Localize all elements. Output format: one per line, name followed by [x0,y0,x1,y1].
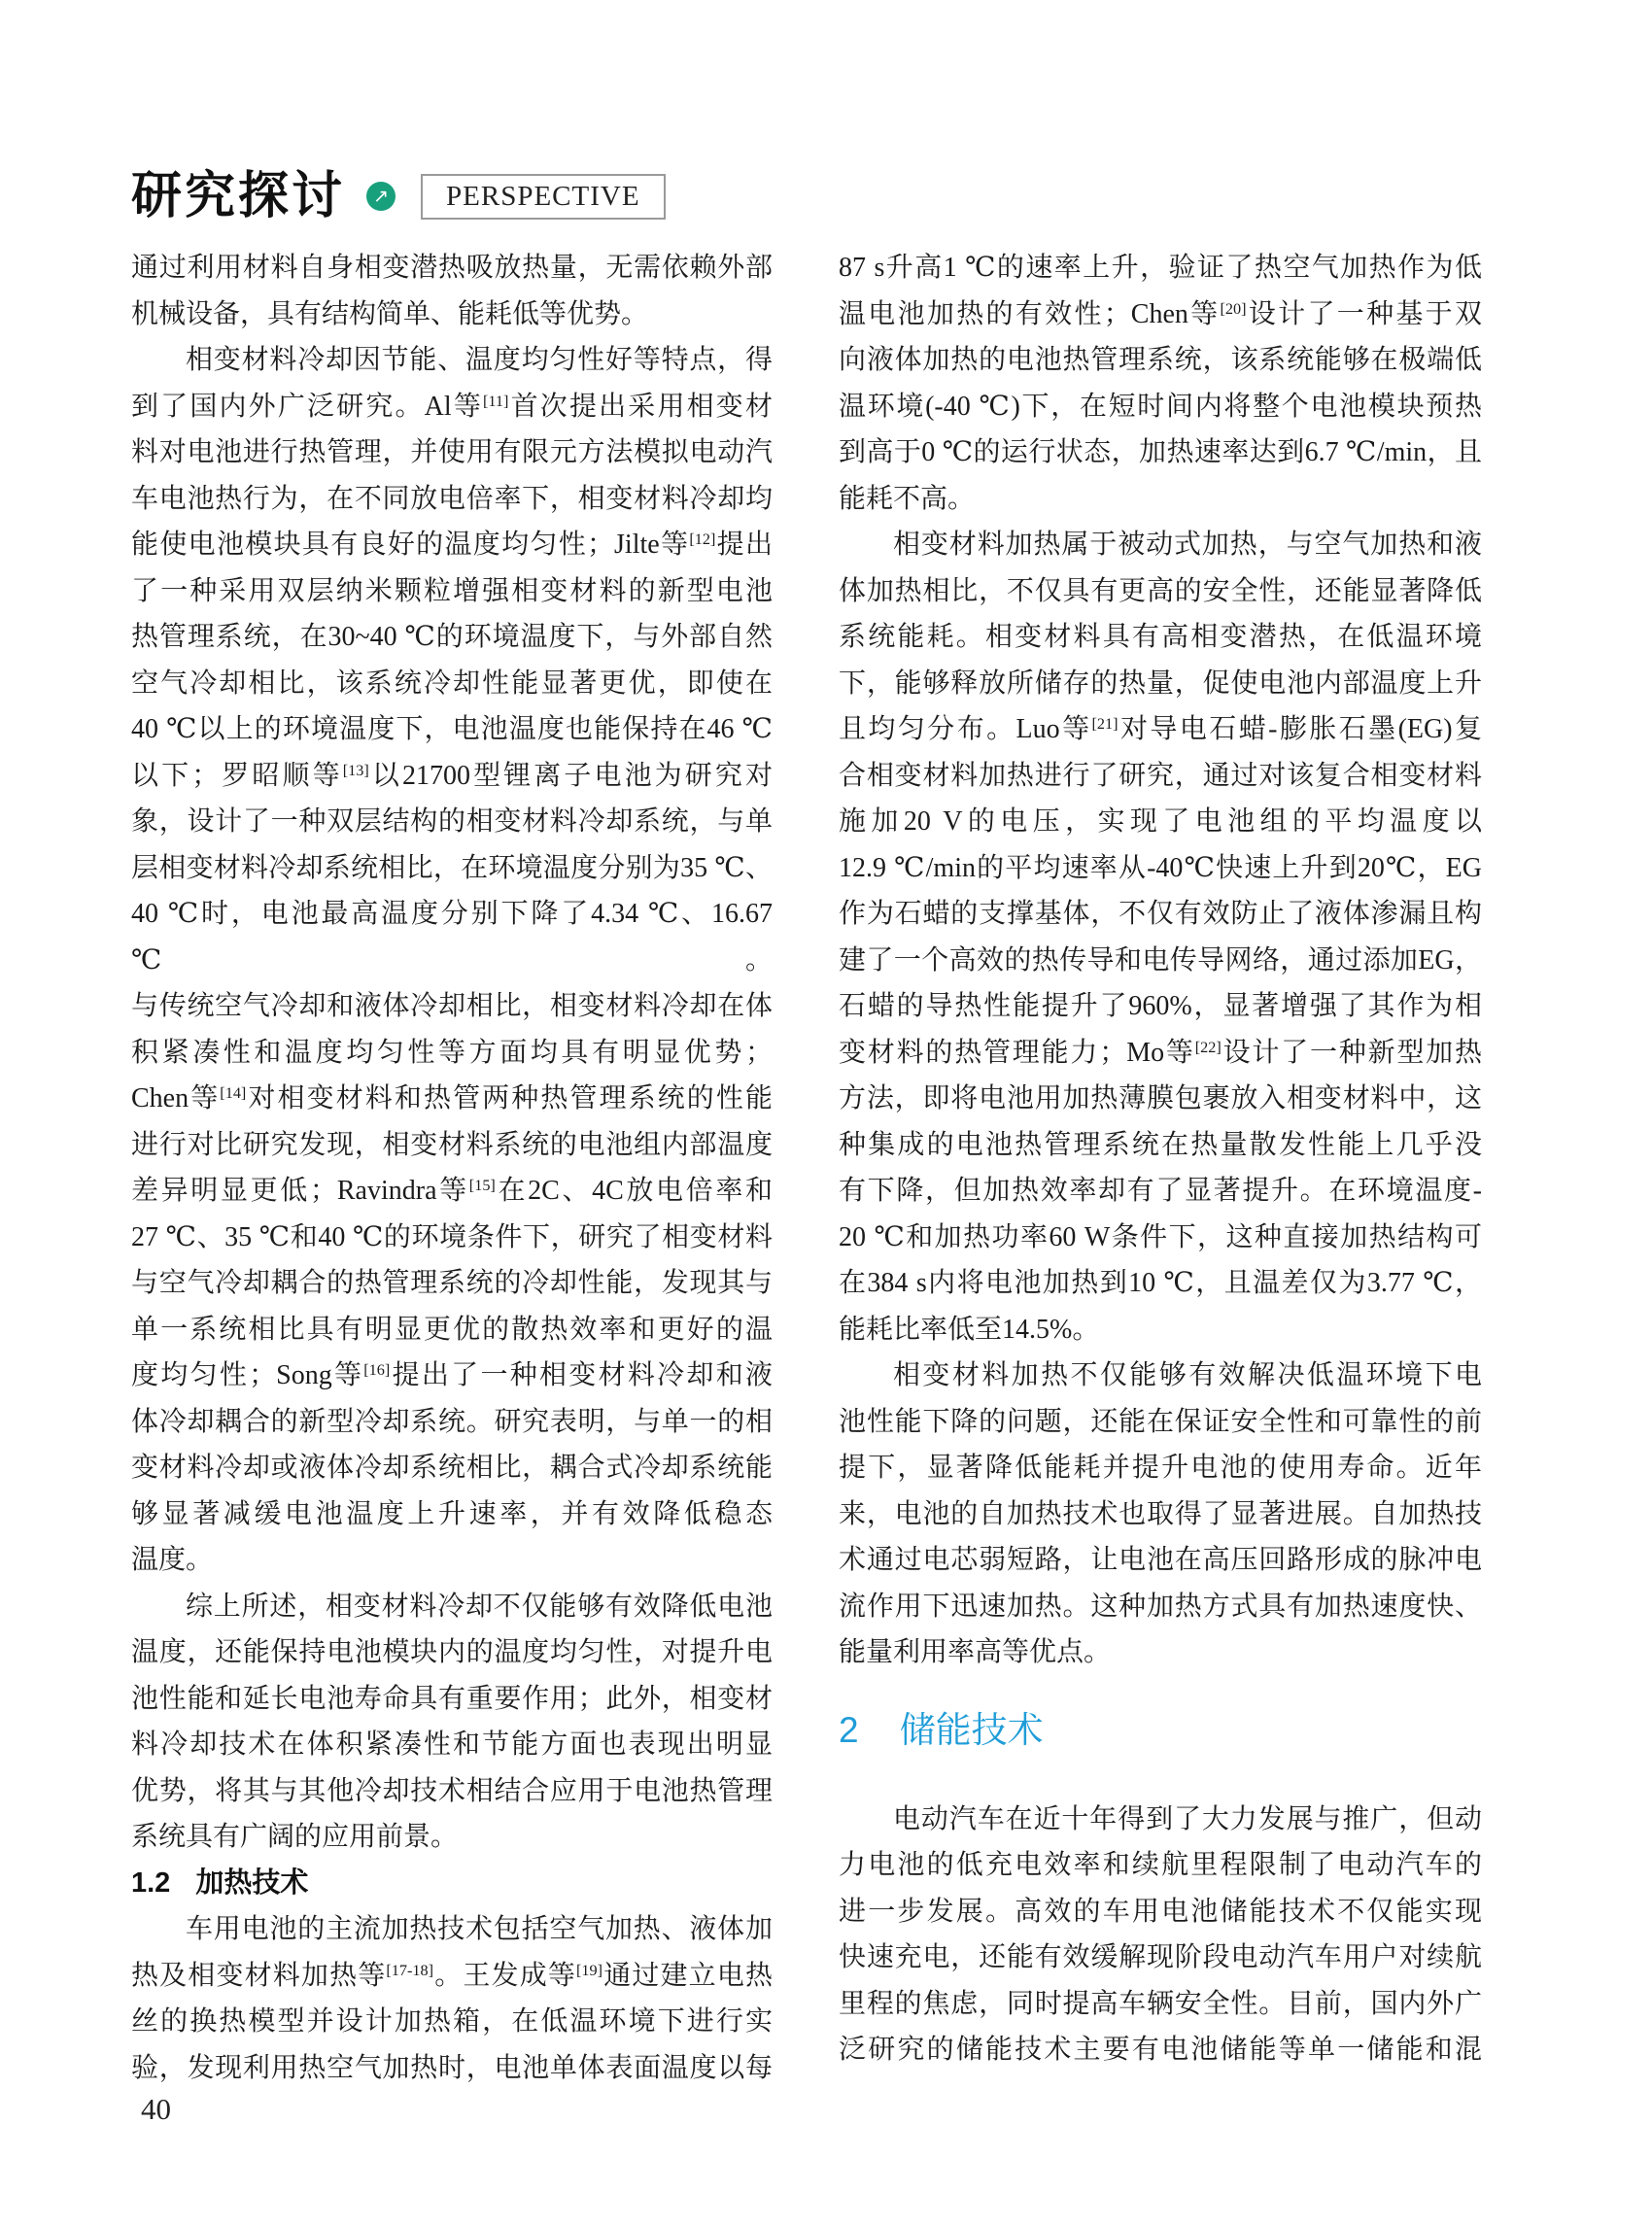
reference-superscript: [15] [468,1177,496,1195]
body-text-line: 温电池加热的有效性；Chen等[20]设计了一种基于双 [839,298,1482,329]
body-text-line: 积紧凑性和温度均匀性等方面均具有明显优势； [131,1037,773,1068]
body-text-line: 温度。 [131,1545,214,1575]
body-text-line: 车电池热行为，在不同放电倍率下，相变材料冷却均 [131,483,773,514]
body-text-line: 种集成的电池热管理系统在热量散发性能上几乎没 [839,1129,1482,1160]
body-text-line: 87 s升高1 ℃的速率上升，验证了热空气加热作为低 [839,253,1482,283]
body-text-line: 能耗不高。 [839,483,976,514]
body-text-line: 与空气冷却耦合的热管理系统的冷却性能，发现其与 [131,1268,773,1298]
page-footer [141,2092,171,2127]
body-text-line: 20 ℃和加热功率60 W条件下，这种直接加热结构可 [839,1221,1482,1252]
perspective-tag [421,174,666,220]
body-text-line: 电动汽车在近十年得到了大力发展与推广，但动 [893,1803,1482,1834]
perspective-tag-label: PERSPECTIVE [446,180,640,212]
body-text-line: 单一系统相比具有明显更优的散热效率和更好的温 [131,1314,773,1345]
body-text-line: 相变材料加热属于被动式加热，与空气加热和液 [893,530,1482,560]
body-text-line: 温环境(-40 ℃)下，在短时间内将整个电池模块预热 [839,391,1482,422]
body-text-line: 层相变材料冷却系统相比，在环境温度分别为35 ℃、 [131,852,773,883]
body-text-line: 力电池的低充电效率和续航里程限制了电动汽车的 [839,1850,1482,1880]
reference-superscript: [21] [1091,715,1119,734]
body-text-line: 池性能和延长电池寿命具有重要作用；此外，相变材 [131,1683,773,1714]
section-heading [839,1707,1482,1754]
body-text-line: 丝的换热模型并设计加热箱，在低温环境下进行实 [131,2006,773,2037]
body-text-line: 能耗比率低至14.5%。 [839,1314,1100,1345]
body-text-line: 车用电池的主流加热技术包括空气加热、液体加 [186,1914,773,1944]
body-text-line: 优势，将其与其他冷却技术相结合应用于电池热管理 [131,1775,773,1806]
heading-number: 1.2 [131,1866,171,1899]
page-header [131,167,666,225]
body-text-line: 差异明显更低；Ravindra等[15]在2C、4C放电倍率和 [131,1176,773,1206]
body-text-line: 到了国内外广泛研究。Al等[11]首次提出采用相变材 [131,391,773,422]
reference-superscript: [20] [1220,299,1247,318]
body-text-line: 40 ℃时，电池最高温度分别下降了4.34 ℃、16.67 ℃。 [131,899,773,976]
body-text-line: 来，电池的自加热技术也取得了显著进展。自加热技 [839,1498,1482,1529]
body-text-line: 空气冷却相比，该系统冷却性能显著更优，即使在 [131,668,773,699]
body-text-line: 综上所述，相变材料冷却不仅能够有效降低电池 [186,1591,773,1622]
body-text-line: 进行对比研究发现，相变材料系统的电池组内部温度 [131,1129,773,1160]
body-text-line: 变材料的热管理能力；Mo等[22]设计了一种新型加热 [839,1037,1482,1068]
heading-number: 2 [839,1709,859,1750]
reference-superscript: [16] [363,1361,391,1380]
body-text-line: 进一步发展。高效的车用电池储能技术不仅能实现 [839,1896,1482,1927]
body-text-line: 以下；罗昭顺等[13]以21700型锂离子电池为研究对 [131,760,773,791]
reference-superscript: [12] [689,531,716,549]
body-text-line: 变材料冷却或液体冷却系统相比，耦合式冷却系统能 [131,1453,773,1483]
body-text-line: 建了一个高效的热传导和电传导网络，通过添加EG， [839,944,1482,976]
body-text-line: 体冷却耦合的新型冷却系统。研究表明，与单一的相 [131,1406,773,1437]
body-text-line: 系统具有广阔的应用前景。 [131,1822,459,1852]
reference-superscript: [14] [220,1084,247,1103]
arrow-badge-icon [366,182,396,211]
reference-superscript: [19] [576,1961,603,1979]
body-text-line: 料对电池进行热管理，并使用有限元方法模拟电动汽 [131,437,773,467]
body-text-line: 相变材料加热不仅能够有效解决低温环境下电 [893,1360,1482,1390]
body-text-line: Chen等[14]对相变材料和热管两种热管理系统的性能 [131,1083,773,1113]
body-text-line: 机械设备，具有结构简单、能耗低等优势。 [131,298,649,329]
body-text-line: 提下，显著降低能耗并提升电池的使用寿命。近年 [839,1453,1482,1483]
column-title: 研究探讨 [131,168,346,224]
body-text-line: 向液体加热的电池热管理系统，该系统能够在极端低 [839,345,1482,375]
body-text-line: 术通过电芯弱短路，让电池在高压回路形成的脉冲电 [839,1545,1482,1575]
body-text-line: 且均匀分布。Luo等[21]对导电石蜡-膨胀石墨(EG)复 [839,714,1482,744]
reference-superscript: [13] [342,761,369,779]
body-text-line: 石蜡的导热性能提升了960%，显著增强了其作为相 [839,991,1482,1021]
body-text-line: 作为石蜡的支撑基体，不仅有效防止了液体渗漏且构 [839,899,1482,929]
body-text-line: 泛研究的储能技术主要有电池储能等单一储能和混 [839,2035,1482,2065]
body-text-line: 够显著减缓电池温度上升速率，并有效降低稳态 [131,1498,773,1529]
north-east-arrow-icon: ↗ [373,186,389,207]
body-text-line: 方法，即将电池用加热薄膜包裹放入相变材料中，这 [839,1083,1482,1113]
body-text-line: 施加20 V的电压，实现了电池组的平均温度以 [839,806,1482,837]
body-text-line: 合相变材料加热进行了研究，通过对该复合相变材料 [839,760,1482,791]
body-text-line: 相变材料冷却因节能、温度均匀性好等特点，得 [186,345,773,375]
body-text-line: 系统能耗。相变材料具有高相变潜热，在低温环境 [839,622,1482,652]
body-text-line: 温度，还能保持电池模块内的温度均匀性，对提升电 [131,1637,773,1667]
body-text-line: 40 ℃以上的环境温度下，电池温度也能保持在46 ℃ [131,714,773,744]
body-text-line: 池性能下降的问题，还能在保证安全性和可靠性的前 [839,1406,1482,1437]
body-text-line: 通过利用材料自身相变潜热吸放热量，无需依赖外部 [131,253,773,283]
body-text-line: 与传统空气冷却和液体冷却相比，相变材料冷却在体 [131,991,773,1021]
right-text-column [839,245,1482,2073]
reference-superscript: [11] [483,392,509,410]
reference-superscript: [17-18] [386,1961,434,1979]
body-text-line: 到高于0 ℃的运行状态，加热速率达到6.7 ℃/min，且 [839,437,1482,467]
page-number: 40 [141,2092,171,2126]
body-text-line: 体加热相比，不仅具有更高的安全性，还能显著降低 [839,575,1482,606]
body-text-line: 能量利用率高等优点。 [839,1637,1112,1667]
heading-label: 加热技术 [195,1866,309,1899]
body-text-line: 验，发现利用热空气加热时，电池单体表面温度以每 [131,2052,773,2083]
body-text-line: 有下降，但加热效率却有了显著提升。在环境温度- [839,1176,1482,1206]
body-text-line: 象，设计了一种双层结构的相变材料冷却系统，与单 [131,806,773,837]
body-text-line: 流作用下迅速加热。这种加热方式具有加热速度快、 [839,1591,1482,1622]
body-text-line: 里程的焦虑，同时提高车辆安全性。目前，国内外广 [839,1988,1482,2019]
left-text-column [131,245,773,2091]
body-text-line: 料冷却技术在体积紧凑性和节能方面也表现出明显 [131,1729,773,1760]
body-text-line: 能使电池模块具有良好的温度均匀性；Jilte等[12]提出 [131,530,773,560]
heading-label: 储能技术 [899,1709,1044,1750]
body-text-line: 快速充电，还能有效缓解现阶段电动汽车用户对续航 [839,1942,1482,1972]
body-text-line: 27 ℃、35 ℃和40 ℃的环境条件下，研究了相变材料 [131,1221,773,1252]
body-text-line: 了一种采用双层纳米颗粒增强相变材料的新型电池 [131,575,773,606]
body-text-line: 在384 s内将电池加热到10 ℃，且温差仅为3.77 ℃， [839,1268,1482,1298]
body-text-line: 12.9 ℃/min的平均速率从-40℃快速上升到20℃，EG [839,852,1482,883]
body-text-line: 热管理系统，在30~40 ℃的环境温度下，与外部自然 [131,622,773,652]
reference-superscript: [22] [1194,1038,1222,1056]
body-text-line: 下，能够释放所储存的热量，促使电池内部温度上升 [839,668,1482,699]
subsection-heading [131,1861,773,1907]
body-text-line: 热及相变材料加热等[17-18]。王发成等[19]通过建立电热 [131,1960,773,1991]
body-text-line: 度均匀性；Song等[16]提出了一种相变材料冷却和液 [131,1360,773,1390]
